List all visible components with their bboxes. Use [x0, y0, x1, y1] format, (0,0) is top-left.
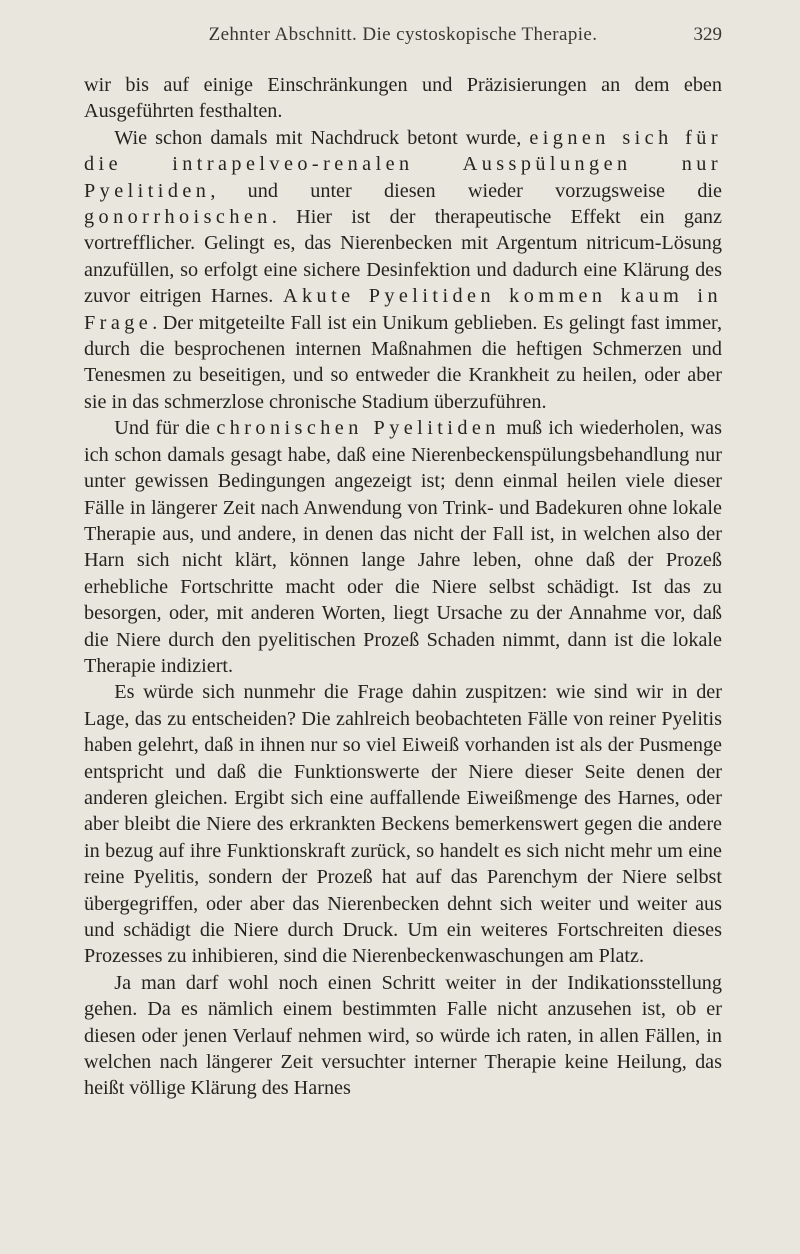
spaced-emphasis: chronischen Pyelitiden — [216, 417, 500, 440]
body-text — [84, 72, 722, 1102]
text-run: . Hier ist der therapeutische Effekt ein ganz vortrefflicher. Gelingt es, das Nierenbecken mit Argentum nitricum-Lösung anzufüllen, so erfolgt eine sichere Desinfektion und dadurch eine Klärung des zuvor eitrigen Harnes. — [84, 206, 722, 308]
paragraph — [84, 970, 722, 1102]
text-run: , und unter diesen wieder vorzugsweise die — [210, 179, 722, 202]
paragraph — [84, 679, 722, 969]
text-run: . Der mitgeteilte Fall ist ein Unikum geblieben. Es gelingt fast immer, durch die besprochenen internen Maßnahmen die heftigen Schmerzen und Tenesmen zu beseitigen, und so entweder die Krankheit zu heilen, oder aber sie in das schmerzlose chronische Stadium überzuführen. — [84, 311, 722, 413]
paragraph — [84, 125, 722, 415]
paragraph — [84, 72, 722, 125]
spaced-emphasis: Akute Pyelitiden kommen kaum in Frage — [84, 285, 722, 334]
text-run: Und für die — [114, 417, 217, 440]
text-run: Ja man darf wohl noch einen Schritt weiter in der Indikationsstellung gehen. Da es nämlich einem bestimmten Falle nicht anzusehen ist, ob er diesen oder jenen Verlauf nehmen wird, so würde ich raten, in allen Fällen, in welchen nach längerer Zeit versuchter interner Therapie keine Heilung, das heißt völlige Klärung des Harnes — [84, 971, 722, 1100]
text-run: muß ich wiederholen, was ich schon damals gesagt habe, daß eine Nierenbeckenspülungsbehandlung nur unter gewissen Bedingungen angezeigt ist; denn einmal heilen viele dieser Fälle in längerer Zeit nach Anwendung von Trink- und Badekuren ohne lokale Therapie aus, und andere, in denen das nicht der Fall ist, in welchen also der Harn sich nicht klärt, können lange Jahre leben, ohne daß der Prozeß erhebliche Fortschritte macht oder die Niere selbst schädigt. Ist das zu besorgen, oder, mit anderen Worten, liegt Ursache zu der Annahme vor, daß die Niere durch den pyelitischen Prozeß Schaden nimmt, dann ist die lokale Therapie indiziert. — [84, 417, 723, 677]
running-header — [84, 16, 722, 56]
spaced-emphasis: eignen sich für die intrapelveo-renalen Ausspülungen nur Pyelitiden — [84, 126, 722, 202]
text-run: Es würde sich nunmehr die Frage dahin zuspitzen: wie sind wir in der Lage, das zu entscheiden? Die zahlreich beobachteten Fälle von reiner Pyelitis haben gelehrt, daß in ihnen nur so viel Eiweiß vorhanden ist als der Pusmenge entspricht und daß die Funktionswerte der Niere dieser Seite denen der anderen gleichen. Ergibt sich eine auffallende Eiweißmenge des Harnes, oder aber bleibt die Niere des erkrankten Beckens bemerkenswert gegen die andere in bezug auf ihre Funktionskraft zurück, so handelt es sich nicht mehr um eine reine Pyelitis, sondern der Prozeß hat auf das Parenchym der Niere selbst übergegriffen, oder aber das Nierenbecken dehnt sich weiter und weiter aus und schädigt die Niere durch Druck. Um ein weiteres Fortschreiten dieses Prozesses zu inhibieren, sind die Nierenbeckenwaschungen am Platz. — [84, 681, 722, 968]
page-number: 329 — [693, 24, 722, 45]
text-run: wir bis auf einige Einschränkungen und Präzisierungen an dem eben Ausgeführten festhalten. — [84, 74, 722, 123]
spaced-emphasis: gonorrhoischen — [84, 206, 272, 229]
chapter-title: Zehnter Abschnitt. Die cystoskopische Therapie. — [208, 24, 598, 45]
text-run: Wie schon damals mit Nachdruck betont wurde, — [114, 126, 530, 149]
paragraph — [84, 415, 722, 679]
